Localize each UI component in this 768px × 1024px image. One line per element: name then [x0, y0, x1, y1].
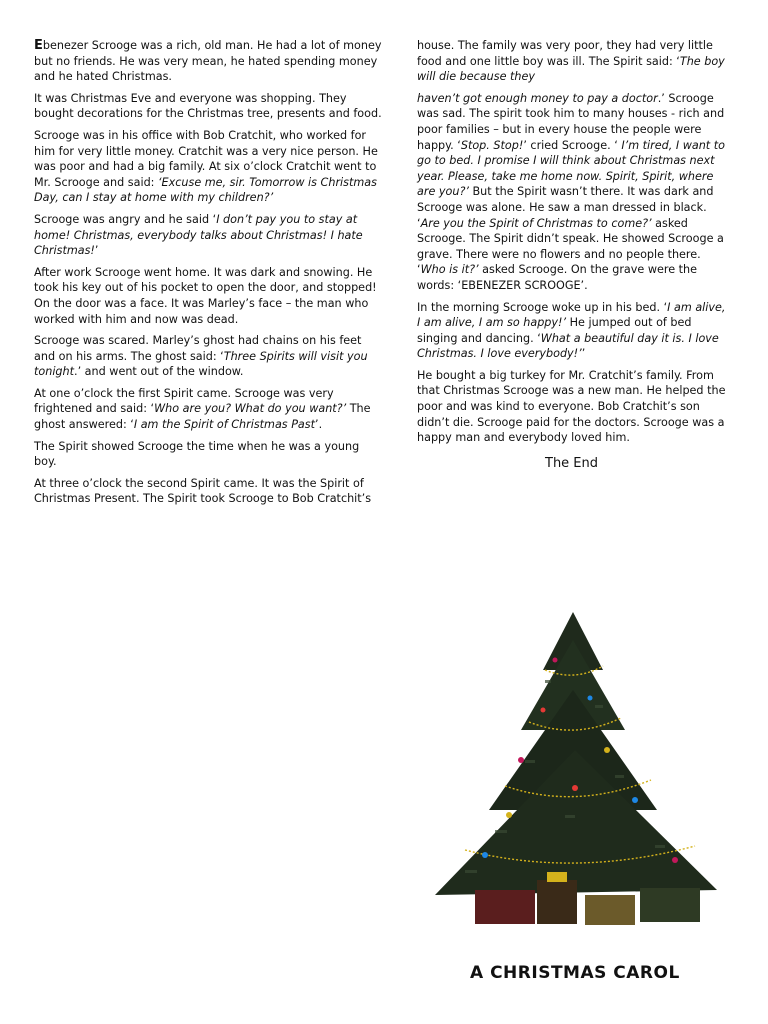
quote: Three Spirits will visit you tonight	[34, 349, 368, 379]
paragraph-10	[417, 38, 729, 85]
text: In the morning Scrooge woke up in his bed. ‘	[417, 300, 668, 314]
quote: I am the Spirit of Christmas Past	[133, 418, 316, 432]
paragraph-12	[417, 300, 729, 362]
text: Scrooge was angry and he said ‘	[34, 212, 217, 226]
drop-cap: E	[34, 38, 43, 53]
paragraph-8: The Spirit showed Scrooge the time when he was a young boy.	[34, 439, 360, 469]
text: But the Spirit wasn’t there. It was dark and Scrooge was alone. He saw a man dressed in black. ‘	[417, 185, 714, 230]
paragraph-7	[34, 386, 382, 433]
quote: What a beautiful day it is. I love Christmas. I love everybody!’	[417, 331, 719, 361]
text: At one o’clock the first Spirit came. Scrooge was very frightened and said: ‘	[34, 386, 334, 416]
text: Scrooge was in his office with Bob Cratchit, who worked for him for very little money. Cratchit was a very nice person. He was poor and had a big family. At six o’clock Cratchit went to Mr. Scrooge and said:	[34, 128, 378, 189]
quote: Stop. Stop!	[460, 138, 524, 152]
text: .’ and went out of the window.	[74, 365, 244, 379]
quote: Are you the Spirit of Christmas to come?’	[420, 216, 652, 230]
paragraph-4	[34, 212, 382, 259]
text: asked Scrooge. The Spirit didn’t speak. He showed Scrooge a grave. There were no flowers and no people there. ‘	[417, 216, 724, 277]
quote: ‘Excuse me, sir. Tomorrow is Christmas Day, can I stay at home with my children?’	[34, 175, 377, 205]
paragraph-2: It was Christmas Eve and everyone was shopping. They bought decorations for the Christmas tree, presents and food.	[34, 91, 382, 121]
text: ’	[581, 347, 586, 361]
paragraph-3	[34, 128, 382, 206]
text: house. The family was very poor, they had very little food and one little boy was ill. The Spirit said: ‘	[417, 39, 713, 68]
quote: I don’t pay you to stay at home! Christmas, everybody talks about Christmas! I hate Christmas!	[34, 212, 363, 258]
quote: Who is it?’	[420, 263, 479, 277]
text: ’ cried Scrooge. ‘	[523, 138, 622, 152]
text: asked Scrooge. On the grave were the words: ‘EBENEZER SCROOGE’.	[417, 263, 698, 292]
quote: Who are you? What do you want?’	[154, 402, 347, 416]
quote: I’m tired, I want to go to bed. I promise I will think about Christmas next year. Please, take me home now. Spirit, Spirit, where are you?’	[417, 138, 725, 199]
paragraph-11	[417, 91, 729, 294]
text: benezer Scrooge was a rich, old man. He had a lot of money but no friends. He was very mean, he hated spending money and he hated Christmas.	[34, 39, 382, 84]
text: Scrooge was scared. Marley’s ghost had chains on his feet and on his arms. The ghost said: ‘	[34, 334, 362, 363]
text: .’ Scrooge was sad. The spirit took him to many houses - rich and poor families – but in every house the people were happy. ‘	[417, 91, 725, 152]
text: The ghost answered: ‘	[34, 402, 371, 432]
paragraph-6	[34, 333, 382, 380]
paragraph-13: He bought a big turkey for Mr. Cratchit’s family. From that Christmas Scrooge was a new man. He helped the poor and was kind to everyone. Bob Cratchit’s son didn’t die. Scrooge paid for the doctors. Scrooge was a happy man and everybody loved him.	[417, 368, 726, 445]
story-column-left	[34, 38, 382, 513]
paragraph-1	[34, 38, 382, 85]
story-column-right	[417, 38, 729, 452]
paragraph-9: At three o’clock the second Spirit came. It was the Spirit of Christmas Present. The Spirit took Scrooge to Bob Cratchit’s	[34, 476, 372, 506]
text: ’.	[315, 418, 323, 432]
quote: I am alive, I am alive, I am so happy!’	[417, 300, 726, 330]
document-title: A CHRISTMAS CAROL	[470, 963, 680, 983]
quote: The boy will die because they	[417, 54, 725, 84]
text: He jumped out of bed singing and dancing. ‘	[417, 316, 692, 345]
the-end-label: The End	[545, 456, 599, 471]
paragraph-5: After work Scrooge went home. It was dark and snowing. He took his key out of his pocket to open the door, and stopped! On the door was a face. It was Marley’s face – the man who worked with him and now was dead.	[34, 265, 377, 326]
christmas-tree-icon	[425, 610, 735, 950]
text: ’	[94, 244, 99, 258]
tree-foliage-lower	[435, 750, 717, 895]
quote: haven’t got enough money to pay a doctor	[417, 91, 658, 105]
